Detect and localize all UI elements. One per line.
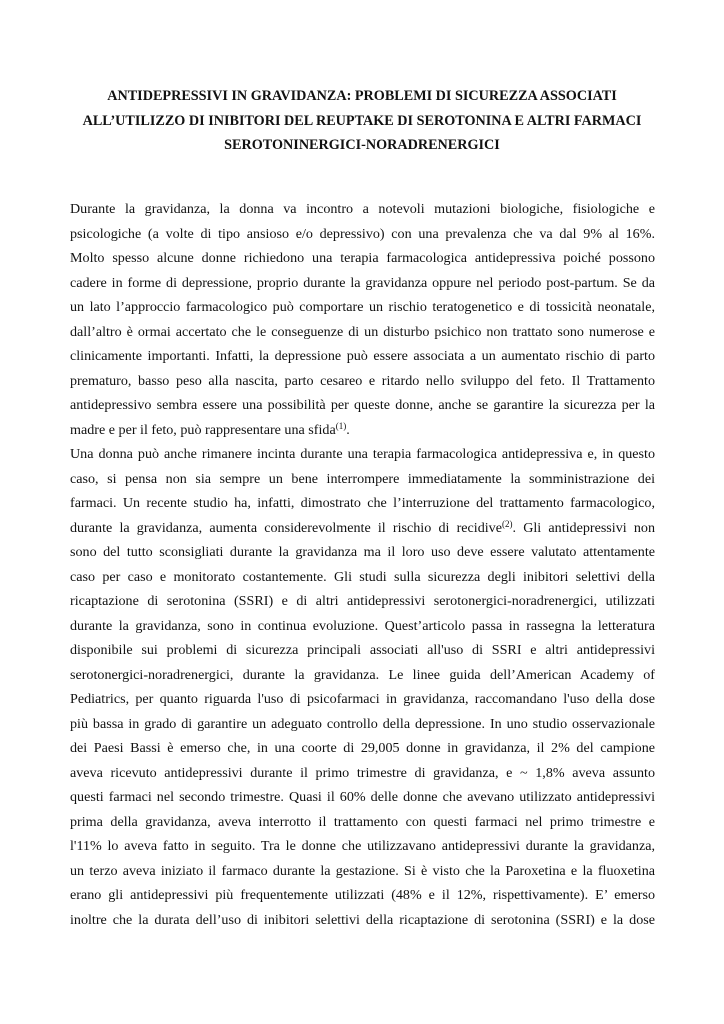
text-line — [70, 418, 655, 443]
text-line: dei Paesi Bassi è emerso che, in una coorte di 29,005 donne in gravidanza, il 2% del campione — [70, 740, 655, 756]
text-line — [70, 516, 655, 541]
text-line: cadere in forme di depressione, proprio durante la gravidanza oppure nel periodo post-partum. Se da — [70, 274, 655, 291]
paragraph-2 — [70, 442, 655, 932]
text-line: prima della gravidanza, aveva interrotto il trattamento con questi farmaci nel primo trimestre e — [70, 813, 655, 830]
text-line: ricaptazione di serotonina (SSRI) e di altri antidepressivi serotonergici-noradrenergici, utilizzati — [70, 593, 655, 609]
title-line: SEROTONINERGICI-NORADRENERGICI — [224, 137, 500, 153]
citation-1: (1) — [335, 420, 347, 431]
text-line: un terzo aveva iniziato il farmaco durante la gestazione. Si è visto che la Paroxetina e la fluoxetina — [70, 862, 655, 879]
text-line: caso per caso e monitorato costantemente. Gli studi sulla sicurezza degli inibitori selettivi della — [70, 568, 655, 585]
text-line: antidepressivo sembra essere una possibilità per queste donne, anche se garantire la sicurezza per la — [70, 397, 655, 413]
text-line: caso, si pensa non sia sempre un bene interrompere immediatamente la somministrazione dei — [70, 470, 655, 487]
text-line: clinicamente importanti. Infatti, la depressione può essere associata a un aumentato rischio di parto — [70, 348, 655, 364]
text-line: psicologiche (a volte di tipo ansioso e/o depressivo) con una prevalenza che va dal 9% al 16%. — [70, 225, 655, 242]
text-line: Una donna può anche rimanere incinta durante una terapia farmacologica antidepressiva e, in questo — [70, 446, 655, 462]
text-fragment: . Gli antidepressivi non — [512, 519, 655, 536]
text-line: disponibile sui problemi di sicurezza principali associati all'uso di SSRI e altri antidepressivi — [70, 642, 655, 658]
text-line: dall’altro è ormai accertato che le conseguenze di un disturbo psichico non trattato sono numerose e — [70, 323, 655, 340]
title-line: ANTIDEPRESSIVI IN GRAVIDANZA: PROBLEMI DI SICUREZZA ASSOCIATI — [107, 88, 617, 104]
text-line: farmaci. Un recente studio ha, infatti, dimostrato che l’interruzione del trattamento farmacologico, — [70, 495, 655, 511]
document-body — [70, 197, 655, 932]
text-line: durante la gravidanza, sono in continua evoluzione. Quest’articolo passa in rassegna la letteratura — [70, 617, 655, 634]
text-line: questi farmaci nel secondo trimestre. Quasi il 60% delle donne che avevano utilizzato antidepressivi — [70, 789, 655, 805]
text-line: inoltre che la durata dell’uso di inibitori selettivi della ricaptazione di serotonina (SSRI) e la dose — [70, 911, 655, 928]
text-line: serotonergici-noradrenergici, durante la gravidanza. Le linee guida dell’American Academy of — [70, 666, 655, 683]
text-line: più bassa in grado di garantire un adeguato controllo della depressione. In uno studio osservazionale — [70, 715, 655, 732]
text-fragment: madre e per il feto, può rappresentare una sfida — [70, 421, 336, 438]
text-fragment: . — [346, 421, 350, 438]
text-line: Molto spesso alcune donne richiedono una terapia farmacologica antidepressiva poiché possono — [70, 250, 655, 266]
citation-2: (2) — [501, 518, 513, 529]
text-line: l'11% lo aveva fatto in seguito. Tra le donne che utilizzavano antidepressivi durante la gravidanza, — [70, 838, 655, 854]
text-line: erano gli antidepressivi più frequentemente utilizzati (48% e il 12%, rispettivamente). E’ emerso — [70, 887, 655, 903]
text-line: un lato l’approccio farmacologico può comportare un rischio teratogenetico e di tossicità neonatale, — [70, 299, 655, 315]
document-title — [60, 84, 664, 158]
title-line: ALL’UTILIZZO DI INIBITORI DEL REUPTAKE DI SEROTONINA E ALTRI FARMACI — [82, 112, 642, 129]
text-line: sono del tutto sconsigliati durante la gravidanza ma il loro uso deve essere valutato attentamente — [70, 544, 655, 560]
text-line: Pediatrics, per quanto riguarda l'uso di psicofarmaci in gravidanza, raccomandano l'uso della dose — [70, 691, 655, 707]
text-line: prematuro, basso peso alla nascita, parto cesareo e ritardo nello sviluppo del feto. Il Trattamento — [70, 372, 655, 389]
text-line: aveva ricevuto antidepressivi durante il primo trimestre di gravidanza, e ~ 1,8% aveva assunto — [70, 764, 655, 781]
text-line: Durante la gravidanza, la donna va incontro a notevoli mutazioni biologiche, fisiologiche e — [70, 201, 655, 217]
text-fragment: durante la gravidanza, aumenta considerevolmente il rischio di recidive — [70, 519, 502, 536]
paragraph-1 — [70, 197, 655, 442]
